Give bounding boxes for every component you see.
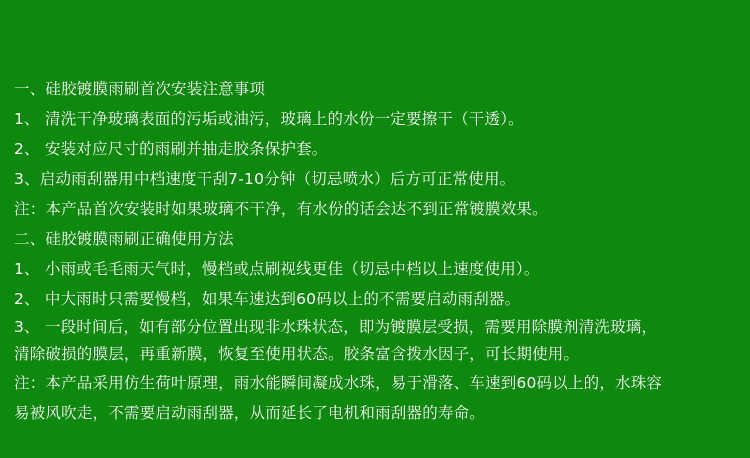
install-step-2: 2、 安装对应尺寸的雨刷并抽走胶条保护套。: [14, 140, 328, 158]
section-heading-install: 一、硅胶镀膜雨刷首次安装注意事项: [14, 80, 266, 98]
install-note: 注：本产品首次安装时如果玻璃不干净，有水份的话会达不到正常镀膜效果。: [14, 200, 548, 218]
install-step-3: 3、启动雨刮器用中档速度干刮7-10分钟（切忌喷水）后方可正常使用。: [14, 170, 516, 188]
document-content: [0, 74, 750, 428]
install-step-1: 1、 清洗干净玻璃表面的污垢或油污，玻璃上的水份一定要擦干（干透）。: [14, 110, 524, 128]
usage-step-3-line-1: 3、 一段时间后，如有部分位置出现非水珠状态，即为镀膜层受损，需要用除膜剂清洗玻璃，: [14, 318, 658, 336]
usage-note-line-2: 易被风吹走，不需要启动雨刮器，从而延长了电机和雨刮器的寿命。: [14, 404, 486, 422]
usage-step-2: 2、 中大雨时只需要慢档，如果车速达到60码以上的不需要启动雨刮器。: [14, 290, 521, 308]
usage-step-1: 1、 小雨或毛毛雨天气时，慢档或点刷视线更佳（切忌中档以上速度使用）。: [14, 260, 540, 278]
usage-step-3-line-2: 清除破损的膜层，再重新膜，恢复至使用状态。胶条富含拨水因子，可长期使用。: [14, 345, 580, 363]
section-heading-usage: 二、硅胶镀膜雨刷正确使用方法: [14, 230, 234, 248]
usage-note-line-1: 注：本产品采用仿生荷叶原理，雨水能瞬间凝成水珠，易于滑落、车速到60码以上的，水珠容: [14, 374, 663, 392]
